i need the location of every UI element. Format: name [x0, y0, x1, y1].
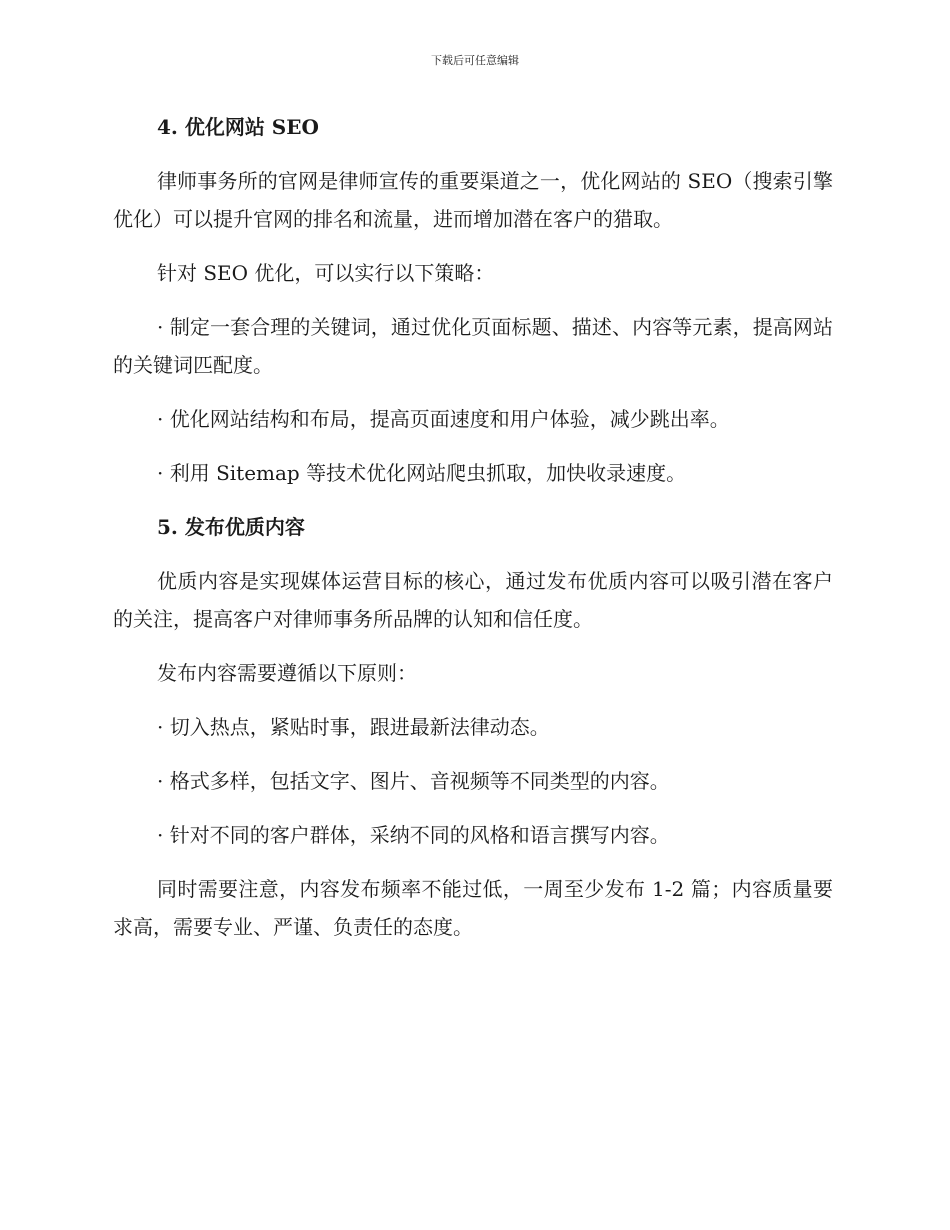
bullet-item: · 针对不同的客户群体，采纳不同的风格和语言撰写内容。	[157, 823, 670, 847]
bullet-item: · 利用 Sitemap 等技术优化网站爬虫抓取，加快收录速度。	[157, 461, 687, 485]
section-paragraph: 优质内容是实现媒体运营目标的核心，通过发布优质内容可以吸引潜在客户的关注，提高客户对律师事务所品牌的认知和信任度。	[113, 569, 833, 631]
section-heading-seo: 4. 优化网站 SEO	[157, 115, 319, 139]
section-paragraph: 针对 SEO 优化，可以实行以下策略：	[157, 261, 495, 285]
closing-paragraph: 同时需要注意，内容发布频率不能过低，一周至少发布 1-2 篇；内容质量要求高，需要专业、严谨、负责任的态度。	[113, 877, 833, 939]
page-header: 下载后可任意编辑	[431, 54, 519, 67]
bullet-item: · 格式多样，包括文字、图片、音视频等不同类型的内容。	[157, 769, 670, 793]
section-paragraph: 发布内容需要遵循以下原则：	[157, 661, 417, 685]
section-heading-content: 5. 发布优质内容	[157, 515, 305, 539]
bullet-item: · 切入热点，紧贴时事，跟进最新法律动态。	[157, 715, 550, 739]
bullet-item: · 优化网站结构和布局，提高页面速度和用户体验，减少跳出率。	[157, 407, 730, 431]
bullet-item: · 制定一套合理的关键词，通过优化页面标题、描述、内容等元素，提高网站的关键词匹配度。	[113, 315, 833, 377]
section-paragraph: 律师事务所的官网是律师宣传的重要渠道之一，优化网站的 SEO（搜索引擎优化）可以提升官网的排名和流量，进而增加潜在客户的猎取。	[113, 169, 833, 231]
document-body	[113, 108, 833, 962]
